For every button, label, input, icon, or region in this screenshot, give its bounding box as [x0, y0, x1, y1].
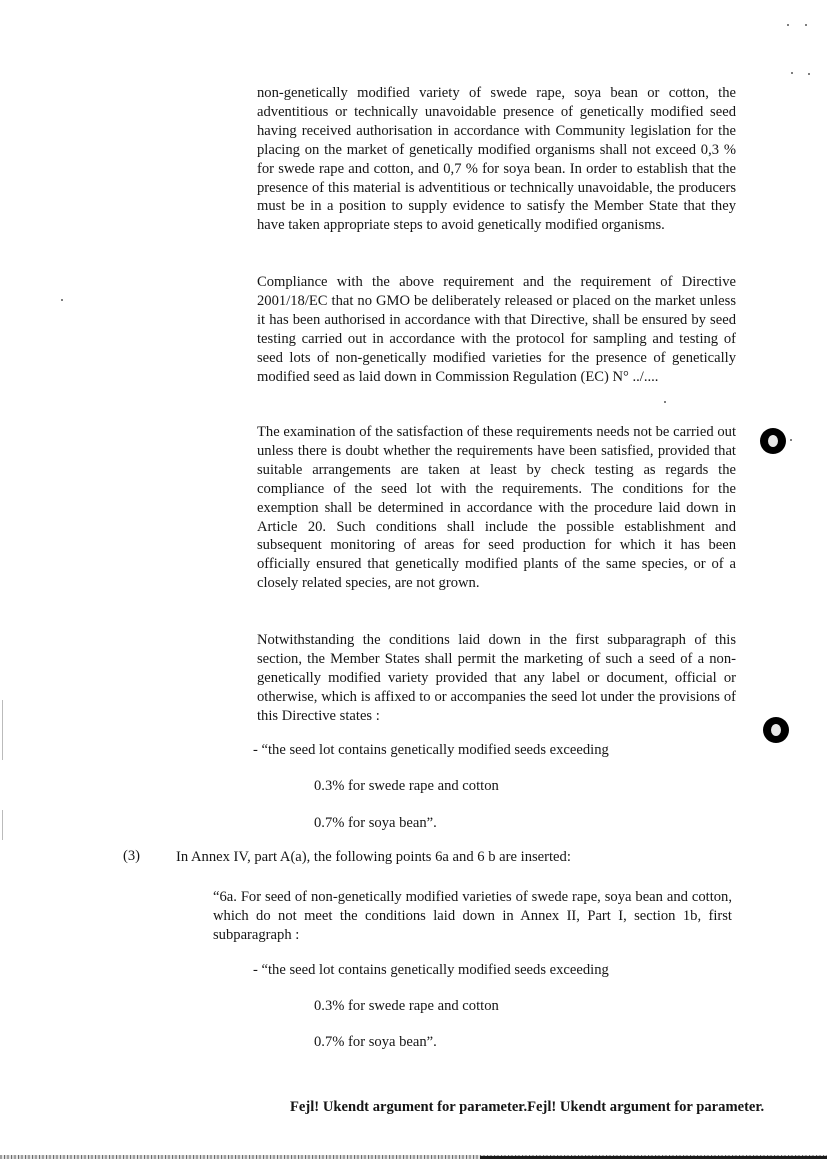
footer-field-error: Fejl! Ukendt argument for parameter.Fejl! Ukendt argument for parameter.	[290, 1099, 765, 1115]
paragraph-examination-exemption: The examination of the satisfaction of these requirements needs not be carried out unless there is doubt whether the requirements have been satisfied, provided that suitable arrangements are taken at least by check testing as regards the compliance of the seed lot with the requirements. The conditions for the exemption shall be determined in accordance with the procedure laid down in Article 20. Such conditions shall include the possible establishment and subsequent monitoring of areas for seed production for which it has been officially ensured that genetically modified plants of the same species, or of a closely related species, are not grown.	[257, 424, 736, 592]
scan-speck	[787, 24, 789, 26]
label-statement-line: - “the seed lot contains genetically modified seeds exceeding	[253, 742, 609, 758]
list-item-number: (3)	[123, 848, 141, 864]
scan-edge-mark	[2, 810, 3, 840]
scan-bottom-edge	[480, 1156, 827, 1159]
label-threshold-rape-cotton: 0.3% for swede rape and cotton	[314, 778, 499, 794]
scan-speck	[790, 439, 792, 441]
paragraph-labelling-provision: Notwithstanding the conditions laid down in the first subparagraph of this section, the Member States shall permit the marketing of such a seed of a non-genetically modified variety provided that any label or document, official or otherwise, which is affixed to or accompanies the seed lot under the provisions of this Directive states :	[257, 632, 736, 724]
list-item-annex-iv-text: In Annex IV, part A(a), the following points 6a and 6 b are inserted:	[176, 849, 571, 865]
scan-speck	[664, 401, 666, 403]
paragraph-gm-presence-threshold: non-genetically modified variety of swede rape, soya bean or cotton, the adventitious or technically unavoidable presence of genetically modified seed having received authorisation in accordance with Community legislation for the placing on the market of genetically modified organisms shall not exceed 0,3 % for swede rape and cotton, and 0,7 % for soya bean. In order to establish that the presence of this material is adventitious or technically unavoidable, the producers must be in a position to supply evidence to satisfy the Member State that they have taken appropriate steps to avoid genetically modified organisms.	[257, 85, 736, 234]
label-threshold-rape-cotton-6a: 0.3% for swede rape and cotton	[314, 998, 499, 1014]
label-threshold-soya: 0.7% for soya bean”.	[314, 815, 437, 831]
scan-speck	[808, 73, 810, 75]
scan-speck	[61, 299, 63, 301]
scan-speck	[805, 24, 807, 26]
label-statement-line-6a: - “the seed lot contains genetically modified seeds exceeding	[253, 962, 609, 978]
scan-punch-hole-mark	[763, 717, 789, 743]
scan-punch-hole-mark	[760, 428, 786, 454]
label-threshold-soya-6a: 0.7% for soya bean”.	[314, 1034, 437, 1050]
paragraph-point-6a: “6a. For seed of non-genetically modified varieties of swede rape, soya bean and cotton, which do not meet the conditions laid down in Annex II, Part I, section 1b, first subparagraph :	[213, 889, 732, 943]
scan-speck	[791, 72, 793, 74]
paragraph-compliance-testing: Compliance with the above requirement and the requirement of Directive 2001/18/EC that no GMO be deliberately released or placed on the market unless it has been authorised in accordance with that Directive, shall be ensured by seed testing carried out in accordance with the protocol for sampling and testing of seed lots of non-genetically modified varieties for the presence of genetically modified seed as laid down in Commission Regulation (EC) N° ../....	[257, 274, 736, 385]
scan-edge-mark	[2, 700, 3, 760]
